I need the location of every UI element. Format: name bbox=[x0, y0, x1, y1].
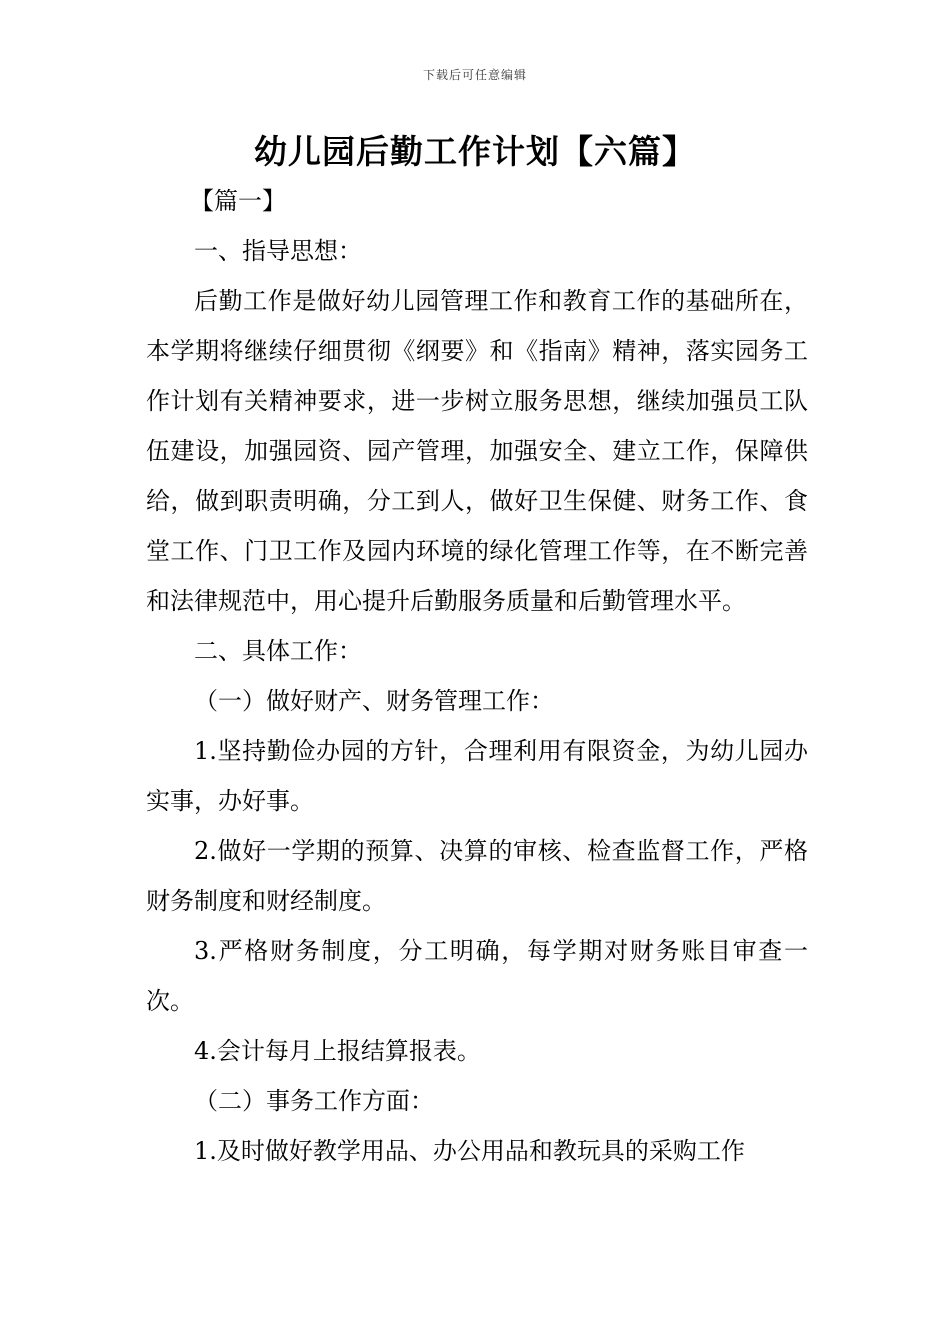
paragraph-guiding-ideology: 后勤工作是做好幼儿园管理工作和教育工作的基础所在，本学期将继续仔细贯彻《纲要》和《指南》精神，落实园务工作计划有关精神要求，进一步树立服务思想，继续加强员工队伍建设，加强园资、园产管理，加强安全、建立工作，保障供给，做到职责明确，分工到人，做好卫生保健、财务工作、食堂工作、门卫工作及园内环境的绿化管理工作等，在不断完善和法律规范中，用心提升后勤服务质量和后勤管理水平。 bbox=[146, 287, 808, 615]
section-marker: 【篇一】 bbox=[190, 187, 286, 215]
header-note: 下载后可任意编辑 bbox=[422, 68, 527, 82]
document-title: 幼儿园后勤工作计划【六篇】 bbox=[254, 132, 696, 171]
subheading-affairs: （二）事务工作方面： bbox=[194, 1087, 434, 1115]
list-item-affairs-1: 1.及时做好教学用品、办公用品和教玩具的采购工作 bbox=[194, 1137, 745, 1165]
document-body bbox=[146, 176, 808, 1176]
subheading-finance: （一）做好财产、财务管理工作： bbox=[194, 687, 554, 715]
heading-specific-work: 二、具体工作： bbox=[194, 637, 362, 665]
list-item-finance-1: 1.坚持勤俭办园的方针，合理利用有限资金，为幼儿园办实事，办好事。 bbox=[146, 737, 808, 815]
list-item-finance-2: 2.做好一学期的预算、决算的审核、检查监督工作，严格财务制度和财经制度。 bbox=[146, 837, 808, 915]
list-item-finance-3: 3.严格财务制度，分工明确，每学期对财务账目审查一次。 bbox=[146, 937, 808, 1015]
list-item-finance-4: 4.会计每月上报结算报表。 bbox=[194, 1037, 481, 1065]
heading-guiding-ideology: 一、指导思想： bbox=[194, 237, 362, 265]
